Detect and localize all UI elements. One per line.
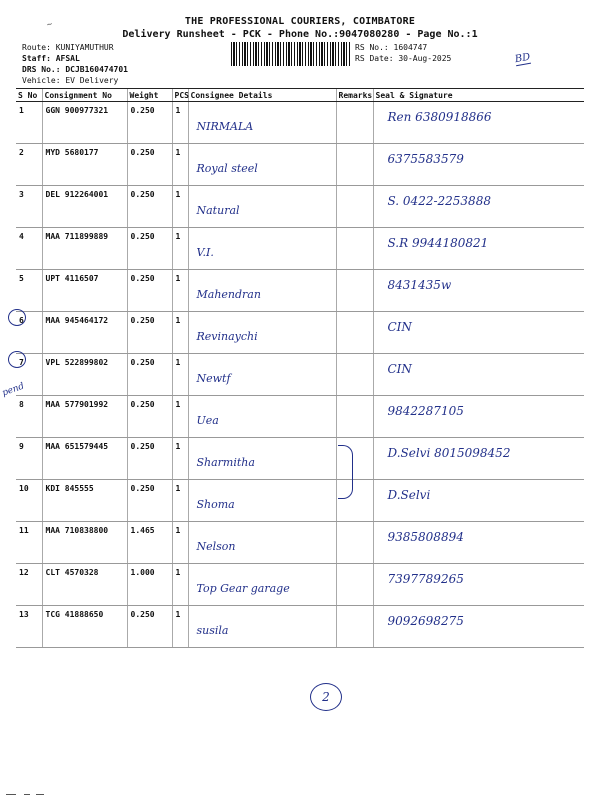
- cell-weight: [127, 270, 172, 312]
- cell-pcs: [172, 186, 188, 228]
- cell-pcs-text: 1: [175, 358, 181, 367]
- cell-weight: [127, 312, 172, 354]
- cell-consignee: [188, 564, 336, 606]
- table-row: [16, 480, 584, 522]
- cell-remarks: [336, 228, 373, 270]
- cell-weight-text: 0.250: [130, 400, 155, 409]
- cell-consignee: [188, 144, 336, 186]
- cell-consignment-no: [42, 102, 127, 144]
- cell-signature: [373, 522, 584, 564]
- handwritten-consignee-name: Top Gear garage: [196, 582, 290, 595]
- cell-sno: [16, 396, 42, 438]
- handwritten-consignee-name: Natural: [196, 204, 240, 217]
- handwritten-signature: D.Selvi: [387, 488, 431, 502]
- cell-consignment-no: [42, 312, 127, 354]
- handwritten-bd-mark: BD: [514, 51, 532, 66]
- cell-sno-text: 9: [19, 442, 24, 451]
- cell-signature: [373, 564, 584, 606]
- scan-edge-mark: [24, 794, 30, 795]
- cell-pcs-text: 1: [175, 190, 181, 199]
- cell-consignee: [188, 186, 336, 228]
- cell-sno: [16, 186, 42, 228]
- cell-weight-text: 0.250: [130, 610, 155, 619]
- cell-sno: [16, 564, 42, 606]
- cell-remarks: [336, 270, 373, 312]
- cell-pcs-text: 1: [175, 484, 181, 493]
- cell-signature: [373, 396, 584, 438]
- cell-consignee: [188, 312, 336, 354]
- handwritten-consignee-name: Mahendran: [196, 288, 261, 301]
- cell-pcs-text: 1: [175, 526, 181, 535]
- cell-sno-text: 11: [19, 526, 29, 535]
- cell-pcs-text: 1: [175, 316, 181, 325]
- cell-sno-text: 6: [19, 316, 24, 325]
- cell-remarks: [336, 606, 373, 648]
- cell-weight-text: 1.465: [130, 526, 155, 535]
- handwritten-circle-mark: [8, 309, 26, 326]
- cell-consignment-no-text: MAA 711899889: [45, 232, 109, 241]
- cell-pcs: [172, 144, 188, 186]
- cell-weight: [127, 354, 172, 396]
- cell-pcs: [172, 228, 188, 270]
- cell-signature: [373, 312, 584, 354]
- cell-consignee: [188, 522, 336, 564]
- col-header-sno: S No: [16, 89, 42, 102]
- cell-consignment-no-text: KDI 845555: [45, 484, 94, 493]
- cell-consignee: [188, 606, 336, 648]
- handwritten-consignee-name: Sharmitha: [196, 456, 255, 469]
- cell-sno: [16, 480, 42, 522]
- cell-consignment-no-text: MAA 710838800: [45, 526, 109, 535]
- cell-pcs: [172, 438, 188, 480]
- cell-pcs-text: 1: [175, 148, 181, 157]
- handwritten-signature: D.Selvi 8015098452: [387, 446, 511, 460]
- cell-sno: [16, 312, 42, 354]
- handwritten-signature: Ren 6380918866: [387, 110, 492, 124]
- corner-tick-mark: ~: [45, 19, 54, 31]
- cell-consignee: [188, 102, 336, 144]
- cell-pcs: [172, 312, 188, 354]
- barcode-image: [231, 42, 351, 66]
- cell-weight: [127, 606, 172, 648]
- cell-pcs-text: 1: [175, 610, 181, 619]
- rs-number: RS No.: 1604747: [355, 43, 428, 52]
- route-label: Route: KUNIYAMUTHUR: [22, 43, 114, 52]
- cell-sno-text: 7: [19, 358, 24, 367]
- handwritten-signature: 6375583579: [387, 152, 464, 166]
- scan-edge-mark: [6, 794, 16, 795]
- cell-signature: [373, 102, 584, 144]
- table-row: [16, 312, 584, 354]
- handwritten-consignee-name: Newtf: [196, 372, 231, 385]
- drs-label: DRS No.: DCJB160474701: [22, 65, 128, 74]
- col-header-remarks: Remarks: [336, 89, 373, 102]
- cell-pcs: [172, 270, 188, 312]
- vehicle-label: Vehicle: EV Delivery: [22, 76, 119, 85]
- table-row: [16, 522, 584, 564]
- cell-weight-text: 0.250: [130, 442, 155, 451]
- cell-sno-text: 4: [19, 232, 24, 241]
- cell-weight-text: 0.250: [130, 274, 155, 283]
- cell-pcs-text: 1: [175, 442, 181, 451]
- cell-weight: [127, 480, 172, 522]
- table-row: [16, 354, 584, 396]
- cell-consignment-no-text: MYD 5680177: [45, 148, 99, 157]
- cell-consignment-no: [42, 438, 127, 480]
- cell-sno-text: 5: [19, 274, 24, 283]
- cell-sno-text: 10: [19, 484, 29, 493]
- cell-weight-text: 0.250: [130, 358, 155, 367]
- cell-remarks: [336, 144, 373, 186]
- table-header-row: [16, 89, 584, 102]
- cell-weight: [127, 396, 172, 438]
- cell-pcs-text: 1: [175, 106, 181, 115]
- cell-consignment-no: [42, 270, 127, 312]
- handwritten-signature: CIN: [387, 362, 412, 376]
- cell-weight: [127, 564, 172, 606]
- cell-consignment-no-text: UPT 4116507: [45, 274, 99, 283]
- cell-signature: [373, 480, 584, 522]
- cell-consignment-no-text: VPL 522899802: [45, 358, 109, 367]
- cell-pcs: [172, 354, 188, 396]
- handwritten-consignee-name: Uea: [196, 414, 219, 427]
- cell-consignment-no: [42, 606, 127, 648]
- cell-weight-text: 0.250: [130, 106, 155, 115]
- handwritten-signature: S. 0422-2253888: [387, 194, 491, 208]
- cell-weight-text: 1.000: [130, 568, 155, 577]
- cell-sno: [16, 270, 42, 312]
- cell-consignment-no-text: MAA 651579445: [45, 442, 109, 451]
- handwritten-bracket-mark: [338, 445, 353, 499]
- handwritten-signature: 9385808894: [387, 530, 464, 544]
- cell-sno: [16, 144, 42, 186]
- cell-weight-text: 0.250: [130, 316, 155, 325]
- cell-weight: [127, 522, 172, 564]
- cell-sno: [16, 228, 42, 270]
- company-title: THE PROFESSIONAL COURIERS, COIMBATORE: [184, 16, 416, 27]
- cell-weight: [127, 186, 172, 228]
- cell-weight-text: 0.250: [130, 484, 155, 493]
- table-row: [16, 396, 584, 438]
- runsheet-meta-right: [355, 42, 451, 64]
- table-row: [16, 102, 584, 144]
- handwritten-consignee-name: Nelson: [196, 540, 236, 553]
- cell-consignment-no-text: MAA 577901992: [45, 400, 109, 409]
- cell-pcs: [172, 396, 188, 438]
- cell-sno-text: 8: [19, 400, 24, 409]
- cell-pcs: [172, 522, 188, 564]
- handwritten-signature: CIN: [387, 320, 412, 334]
- col-header-weight: Weight: [127, 89, 172, 102]
- cell-consignee: [188, 396, 336, 438]
- rs-date: RS Date: 30-Aug-2025: [355, 54, 452, 63]
- cell-consignee: [188, 354, 336, 396]
- cell-remarks: [336, 186, 373, 228]
- cell-consignee: [188, 480, 336, 522]
- handwritten-consignee-name: NIRMALA: [196, 120, 254, 133]
- runsheet-table: [16, 88, 584, 648]
- cell-consignment-no: [42, 186, 127, 228]
- cell-remarks: [336, 312, 373, 354]
- cell-consignee: [188, 438, 336, 480]
- table-row: [16, 144, 584, 186]
- cell-consignment-no: [42, 564, 127, 606]
- cell-sno: [16, 438, 42, 480]
- cell-pcs: [172, 564, 188, 606]
- cell-pcs-text: 1: [175, 400, 181, 409]
- cell-signature: [373, 186, 584, 228]
- cell-sno: [16, 606, 42, 648]
- handwritten-consignee-name: susila: [196, 624, 229, 637]
- cell-consignment-no: [42, 354, 127, 396]
- handwritten-signature: 9092698275: [387, 614, 464, 628]
- table-row: [16, 228, 584, 270]
- handwritten-consignee-name: Revinaychi: [196, 330, 258, 343]
- scan-edge-mark: [36, 794, 44, 795]
- table-row: [16, 270, 584, 312]
- cell-remarks: [336, 522, 373, 564]
- handwritten-consignee-name: Shoma: [196, 498, 235, 511]
- cell-signature: [373, 228, 584, 270]
- cell-pcs-text: 1: [175, 232, 181, 241]
- cell-consignment-no-text: DEL 912264001: [45, 190, 109, 199]
- cell-consignment-no-text: TCG 41888650: [45, 610, 104, 619]
- cell-signature: [373, 438, 584, 480]
- cell-remarks: [336, 564, 373, 606]
- cell-weight: [127, 144, 172, 186]
- cell-pcs-text: 1: [175, 568, 181, 577]
- cell-consignment-no: [42, 396, 127, 438]
- handwritten-page-marker: 2: [310, 683, 342, 711]
- cell-pcs: [172, 606, 188, 648]
- col-header-consignment: Consignment No: [42, 89, 127, 102]
- cell-weight: [127, 102, 172, 144]
- cell-weight-text: 0.250: [130, 232, 155, 241]
- handwritten-signature: 7397789265: [387, 572, 464, 586]
- cell-consignment-no-text: GGN 900977321: [45, 106, 109, 115]
- cell-consignment-no: [42, 480, 127, 522]
- table-row: [16, 606, 584, 648]
- cell-signature: [373, 354, 584, 396]
- cell-sno-text: 2: [19, 148, 24, 157]
- handwritten-consignee-name: V.I.: [196, 246, 214, 259]
- handwritten-circle-mark: [8, 351, 26, 368]
- cell-sno: [16, 102, 42, 144]
- cell-weight: [127, 228, 172, 270]
- handwritten-signature: 8431435w: [387, 278, 452, 292]
- table-row: [16, 438, 584, 480]
- cell-consignment-no-text: MAA 945464172: [45, 316, 109, 325]
- cell-pcs-text: 1: [175, 274, 181, 283]
- cell-signature: [373, 270, 584, 312]
- handwritten-signature: S.R 9944180821: [387, 236, 489, 250]
- cell-weight: [127, 438, 172, 480]
- cell-weight-text: 0.250: [130, 148, 155, 157]
- handwritten-signature: 9842287105: [387, 404, 464, 418]
- cell-pcs: [172, 102, 188, 144]
- cell-remarks: [336, 102, 373, 144]
- cell-consignment-no-text: CLT 4570328: [45, 568, 99, 577]
- cell-consignment-no: [42, 228, 127, 270]
- cell-weight-text: 0.250: [130, 190, 155, 199]
- cell-pcs: [172, 480, 188, 522]
- runsheet-subtitle: Delivery Runsheet - PCK - Phone No.:9047080280 - Page No.:1: [122, 29, 478, 40]
- cell-sno-text: 13: [19, 610, 29, 619]
- cell-remarks: [336, 354, 373, 396]
- cell-signature: [373, 144, 584, 186]
- runsheet-meta-left: [22, 42, 128, 86]
- cell-consignment-no: [42, 144, 127, 186]
- cell-remarks: [336, 396, 373, 438]
- col-header-signature: Seal & Signature: [373, 89, 584, 102]
- cell-sno: [16, 522, 42, 564]
- handwritten-consignee-name: Royal steel: [196, 162, 258, 175]
- table-row: [16, 186, 584, 228]
- cell-sno-text: 3: [19, 190, 24, 199]
- staff-label: Staff: AFSAL: [22, 54, 80, 63]
- col-header-pcs: PCS: [172, 89, 188, 102]
- cell-sno-text: 12: [19, 568, 29, 577]
- cell-signature: [373, 606, 584, 648]
- cell-consignee: [188, 228, 336, 270]
- cell-sno-text: 1: [19, 106, 24, 115]
- cell-consignee: [188, 270, 336, 312]
- cell-consignment-no: [42, 522, 127, 564]
- table-row: [16, 564, 584, 606]
- col-header-consignee: Consignee Details: [188, 89, 336, 102]
- handwritten-pending-note: pend: [0, 381, 26, 399]
